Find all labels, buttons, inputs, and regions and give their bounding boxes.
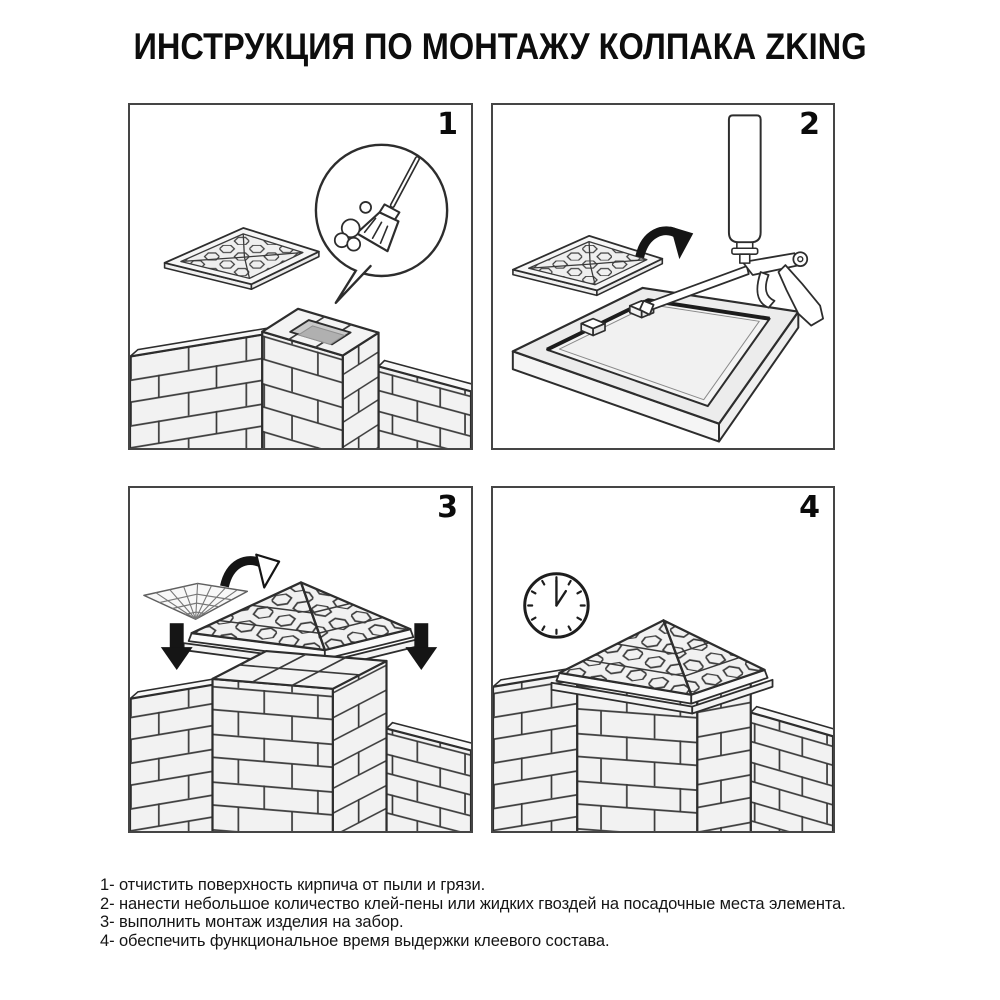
flip-arrow-icon: [224, 555, 279, 588]
step-2-illustration-apply-glue: [493, 105, 833, 448]
steps-list: [100, 876, 960, 950]
step-text-3: 3- выполнить монтаж изделия на забор.: [100, 913, 404, 932]
clock-icon: [525, 574, 588, 637]
step-number-2: 2: [799, 107, 820, 142]
page-title: ИНСТРУКЦИЯ ПО МОНТАЖУ КОЛПАКА ZKING: [133, 26, 867, 67]
step-text-4: 4- обеспечить функциональное время выдержки клеевого состава.: [100, 931, 610, 950]
step-3-illustration-mount-cap: [130, 488, 471, 831]
step-text-2: 2- нанести небольшое количество клей-пены или жидких гвоздей на посадочные места элемента.: [100, 894, 846, 913]
gun-trigger: [757, 272, 774, 308]
step-number-4: 4: [799, 490, 820, 525]
foam-canister: [729, 115, 761, 242]
step-panel-1: [128, 103, 473, 450]
cap-top-view: [165, 228, 319, 289]
step-panel-3: [128, 486, 473, 833]
callout-bubble: [316, 145, 447, 303]
step-4-illustration-wait-cure: [493, 488, 833, 831]
step-panel-2: [491, 103, 835, 450]
cap-underside-tray: [513, 288, 798, 442]
step-text-1: 1- отчистить поверхность кирпича от пыли и грязи.: [100, 876, 486, 894]
step-number-1: 1: [437, 107, 458, 142]
step-number-3: 3: [437, 490, 458, 525]
step-panel-4: [491, 486, 835, 833]
step-1-illustration-clean-surface: [130, 105, 471, 448]
